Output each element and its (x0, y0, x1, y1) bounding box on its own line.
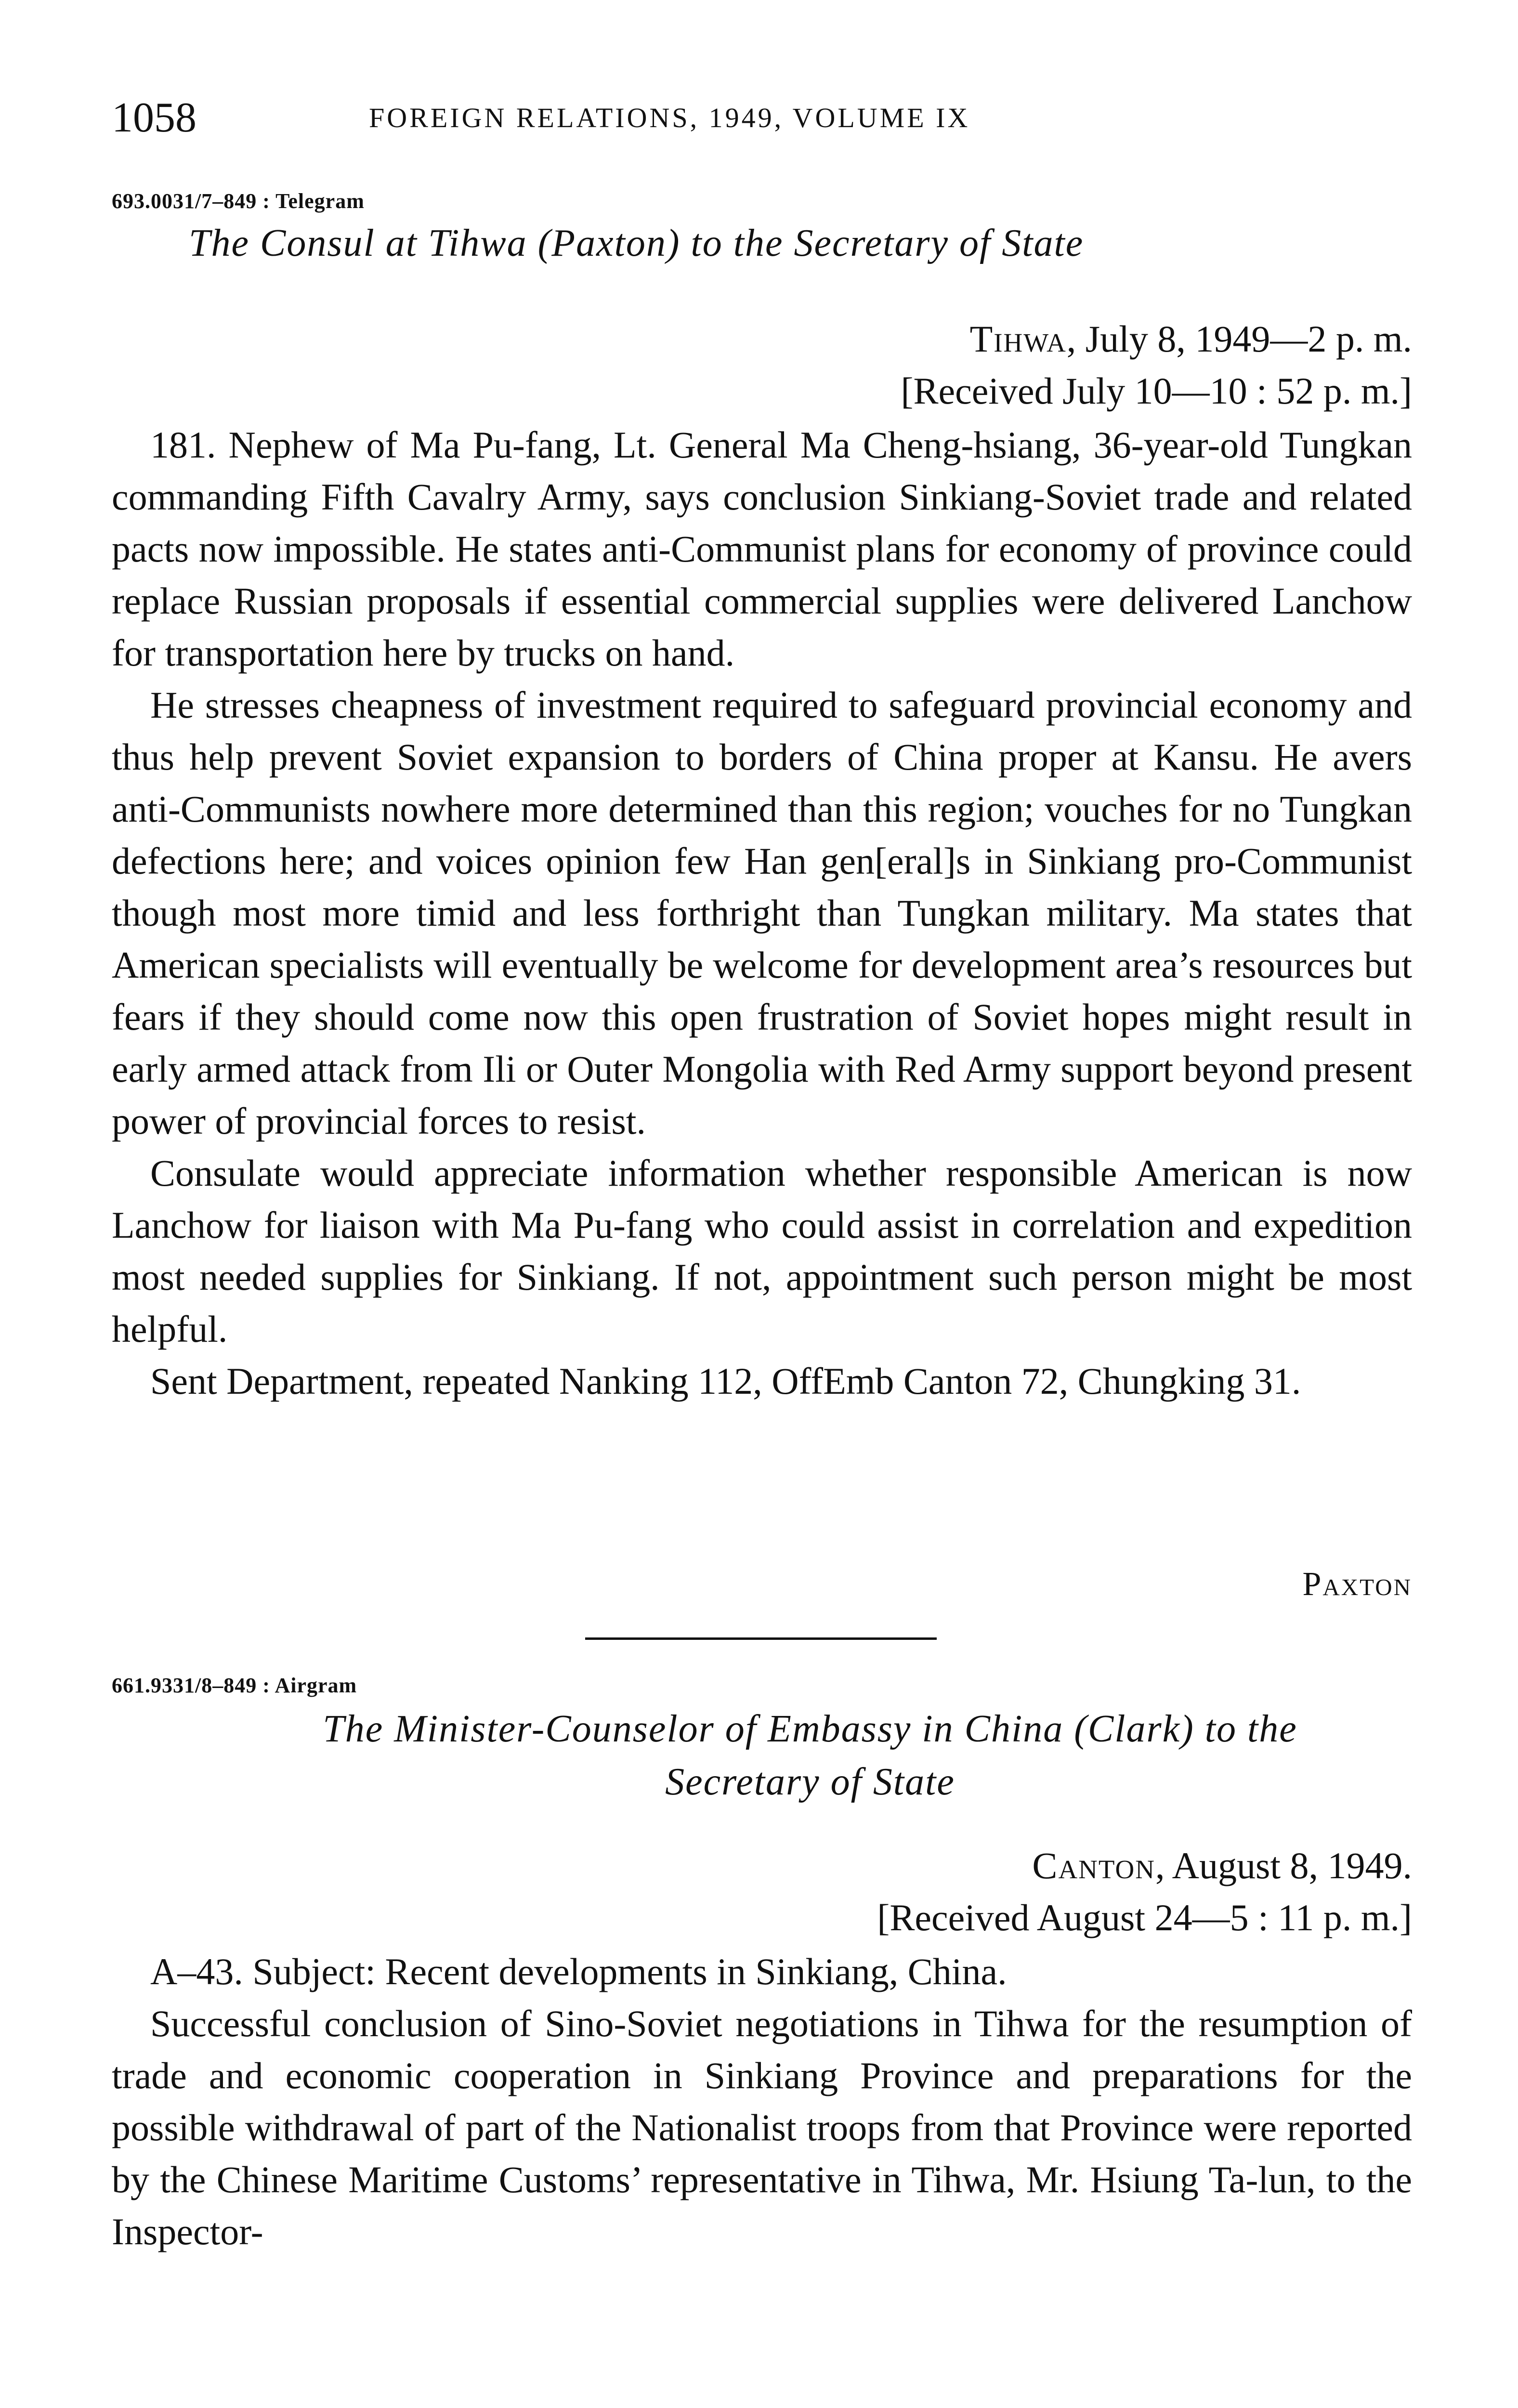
received-line: [Received August 24—5 : 11 p. m.] (877, 1897, 1412, 1938)
running-title: FOREIGN RELATIONS, 1949, VOLUME IX (369, 102, 970, 133)
document-heading (112, 1702, 1508, 1808)
paragraph: A–43. Subject: Recent developments in Sinkiang, China. (150, 1950, 1007, 1992)
document-heading: The Consul at Tihwa (Paxton) to the Secretary of State (189, 222, 1084, 264)
dateline-place: Tihwa (969, 318, 1067, 360)
dateline-date: , August 8, 1949. (1155, 1845, 1412, 1886)
running-head (112, 92, 1412, 144)
paragraph: He stresses cheapness of investment required to safeguard provincial economy and thus help prevent Soviet expansion to borders of China proper at Kansu. He avers anti-Communists nowhere more determined than this region; vouches for no Tungkan defections here; and voices opinion few Han gen[eral]s in Sinkiang pro-Communist though most more timid and less forthright than Tungkan military. Ma states that American specialists will eventually be welcome for development area’s resources but fears if they should come now this open frustration of Soviet hopes might result in early armed attack from Ili or Outer Mongolia with Red Army support beyond present power of provincial forces to resist. (112, 684, 1412, 1142)
document-body (112, 419, 1412, 1407)
dateline-place: Canton (1032, 1845, 1155, 1886)
signature: Paxton (1302, 1566, 1412, 1603)
paragraph: Consulate would appreciate information whether responsible American is now Lanchow for liaison with Ma Pu-fang who could assist in correlation and expedition most needed supplies for Sinkiang. If not, appointment such person might be most helpful. (112, 1152, 1412, 1350)
dateline (112, 1840, 1412, 1944)
heading-line: Secretary of State (665, 1761, 955, 1803)
paragraph: Successful conclusion of Sino-Soviet negotiations in Tihwa for the resumption of trade and economic cooperation in Sinkiang Province and preparations for the possible withdrawal of part of the Nationalist troops from that Province were reported by the Chinese Maritime Customs’ representative in Tihwa, Mr. Hsiung Ta-lun, to the Inspector- (112, 2002, 1412, 2252)
section-divider (585, 1637, 937, 1640)
page-number: 1058 (112, 94, 196, 141)
dateline-date: , July 8, 1949—2 p. m. (1066, 318, 1412, 360)
file-reference: 661.9331/8–849 : Airgram (112, 1674, 357, 1697)
received-line: [Received July 10—10 : 52 p. m.] (901, 370, 1412, 412)
file-reference: 693.0031/7–849 : Telegram (112, 189, 365, 213)
paragraph: 181. Nephew of Ma Pu-fang, Lt. General Ma Cheng-hsiang, 36-year-old Tungkan commanding Fifth Cavalry Army, says conclusion Sinkiang-Soviet trade and related pacts now impossible. He states anti-Communist plans for economy of province could replace Russian proposals if essential commercial supplies were delivered Lanchow for transportation here by trucks on hand. (112, 424, 1412, 674)
document-body (112, 1946, 1412, 2258)
dateline (112, 313, 1412, 417)
paragraph: Sent Department, repeated Nanking 112, OffEmb Canton 72, Chungking 31. (150, 1360, 1301, 1402)
heading-line: The Minister-Counselor of Embassy in China (Clark) to the (323, 1708, 1297, 1750)
